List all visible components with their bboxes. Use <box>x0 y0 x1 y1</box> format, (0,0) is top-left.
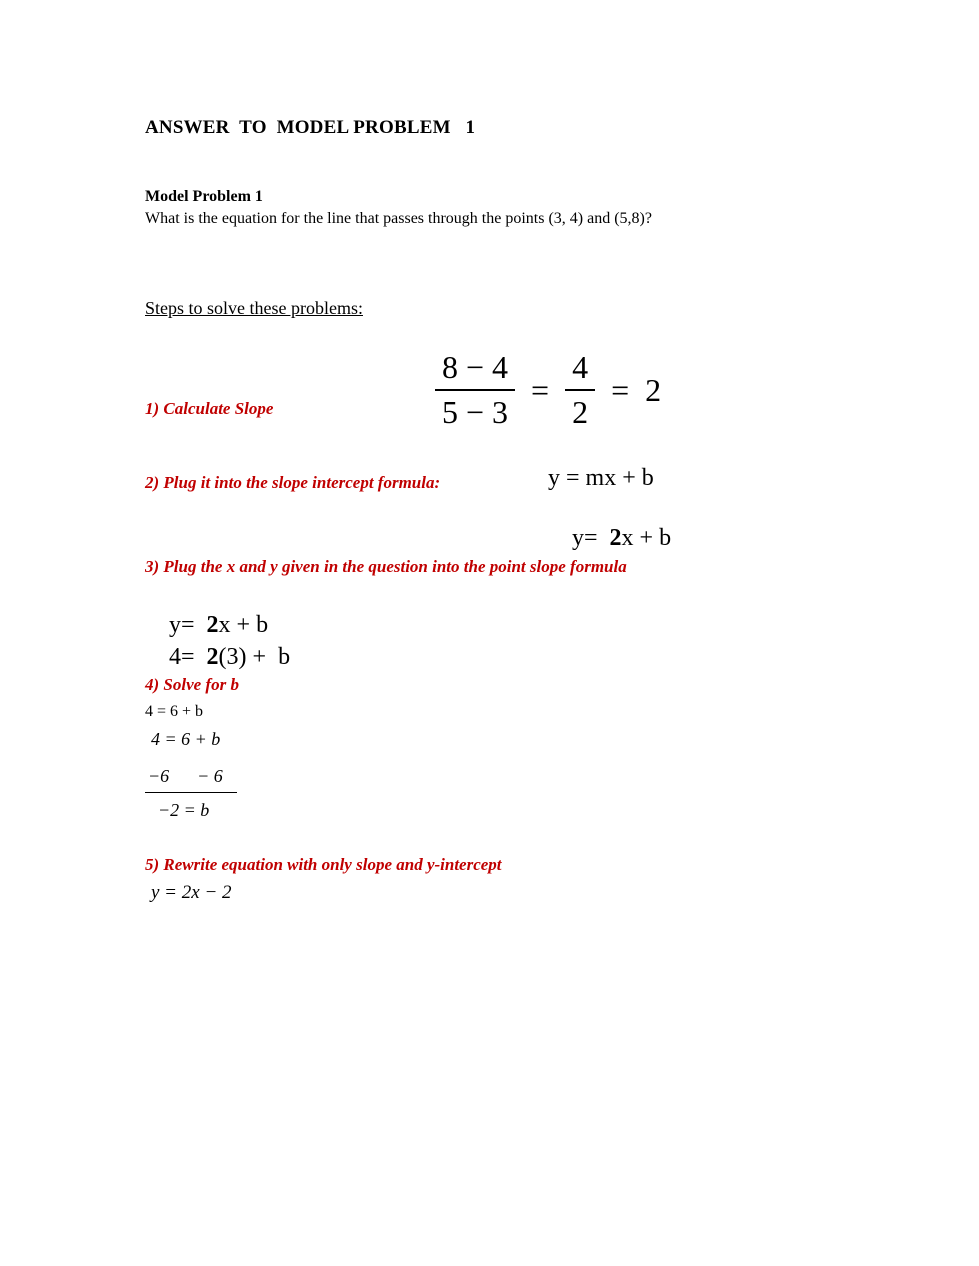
formula-prefix: y= <box>169 612 207 638</box>
formula-suffix: x + b <box>621 525 672 551</box>
slope-intercept-formula: y = mx + b <box>548 465 654 491</box>
step5-label: 5) Rewrite equation with only slope and y-intercept <box>145 855 502 874</box>
subtract-six-row <box>148 766 223 787</box>
final-equation: y = 2x − 2 <box>151 882 232 903</box>
page-title: ANSWER TO MODEL PROBLEM 1 <box>145 117 476 138</box>
fraction-numerator: 8 − 4 <box>435 349 515 391</box>
step3-label: 3) Plug the x and y given in the question into the point slope formula <box>145 557 627 576</box>
formula-suffix: x + b <box>218 612 269 638</box>
slope-result: 2 <box>645 371 662 408</box>
formula-suffix: (3) + b <box>218 644 291 670</box>
step2-label: 2) Plug it into the slope intercept formula: <box>145 473 441 492</box>
solve-b-line2: 4 = 6 + b <box>151 729 221 749</box>
problem-heading: Model Problem 1 <box>145 188 263 205</box>
formula-prefix: 4= <box>169 644 207 670</box>
fraction-denominator: 2 <box>572 394 589 430</box>
step1-label: 1) Calculate Slope <box>145 399 274 418</box>
equals-sign: = <box>611 371 630 408</box>
formula-prefix: y= <box>572 525 610 551</box>
fraction-numerator: 4 <box>565 349 595 391</box>
solve-b-line1: 4 = 6 + b <box>145 703 204 720</box>
step4-label: 4) Solve for b <box>145 675 239 694</box>
equals-sign: = <box>531 371 550 408</box>
solve-b-result: −2 = b <box>158 800 210 820</box>
slope-value: 2 <box>206 644 219 670</box>
minus-six-right: − 6 <box>197 766 223 786</box>
minus-six-left: −6 <box>148 766 170 786</box>
fraction-simplified <box>565 349 595 431</box>
slope-value: 2 <box>206 612 219 638</box>
subtraction-line <box>145 792 237 793</box>
problem-question: What is the equation for the line that passes through the points (3, 4) and (5,8)? <box>145 210 652 227</box>
steps-heading: Steps to solve these problems: <box>145 298 363 318</box>
fraction-rise-run <box>435 349 515 431</box>
slope-value: 2 <box>609 525 622 551</box>
fraction-denominator: 5 − 3 <box>442 394 509 430</box>
slope-calculation <box>435 349 661 431</box>
